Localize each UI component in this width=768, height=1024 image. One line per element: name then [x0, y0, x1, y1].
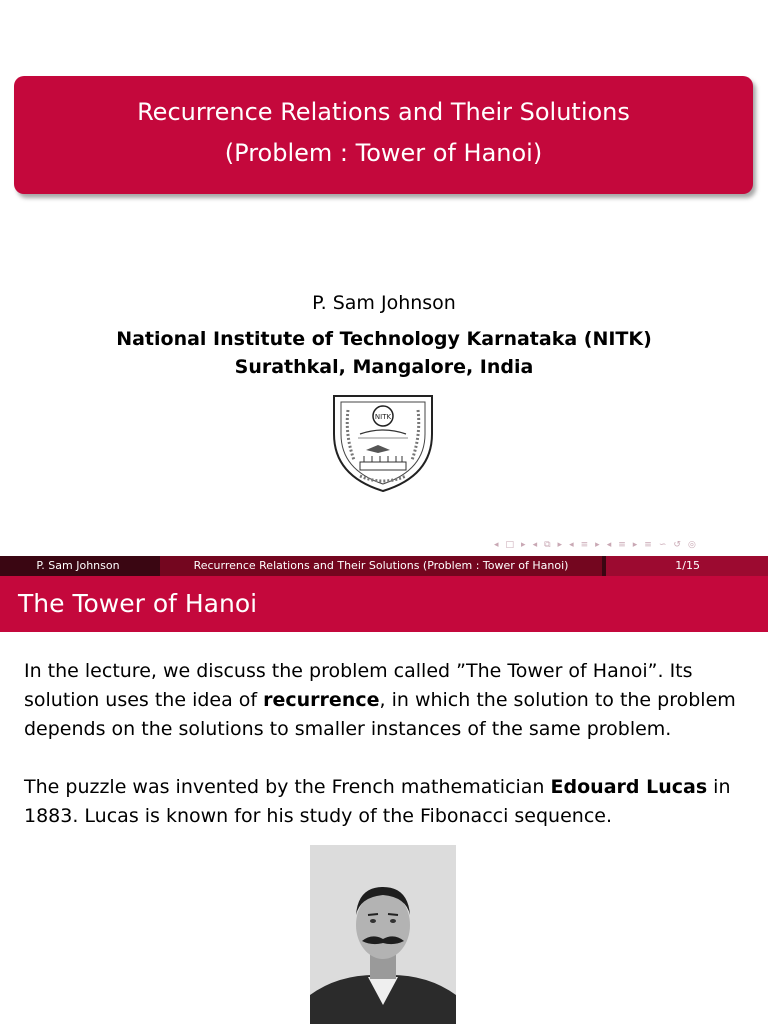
paragraph-lucas	[24, 773, 754, 831]
nav-zoom-icon[interactable]: ◎	[687, 540, 696, 550]
nav-next-icon[interactable]: ▸	[632, 540, 638, 550]
nav-prev-icon[interactable]: ◂	[606, 540, 612, 550]
paragraph-intro-text-end: , in which the solution to the problem depends on the solutions to smaller instances of the same problem.	[24, 689, 736, 740]
slide-title-line2: (Problem : Tower of Hanoi)	[224, 139, 543, 167]
nav-frame-icon[interactable]: □	[505, 540, 515, 550]
beamer-navigation	[494, 538, 764, 552]
footer-page-number: 1/15	[675, 559, 700, 572]
nav-next-icon[interactable]: ▸	[557, 540, 563, 550]
institution-name: National Institute of Technology Karnataka (NITK)	[116, 328, 652, 350]
nav-next-icon[interactable]: ▸	[521, 540, 526, 550]
nav-back-icon[interactable]: ↺	[673, 540, 681, 550]
nav-next-icon[interactable]: ▸	[595, 540, 600, 550]
nitk-logo	[330, 390, 436, 494]
paragraph-intro-text: In the lecture, we discuss the problem called ”The Tower of Hanoi”. Its solution uses the idea of	[24, 660, 693, 711]
nav-prev-icon[interactable]: ◂	[494, 540, 499, 550]
paragraph-intro	[24, 657, 754, 744]
logo-text: NITK	[374, 413, 392, 421]
slide-title-line1: Recurrence Relations and Their Solutions	[137, 98, 630, 126]
nav-appendix-icon[interactable]: ≡	[644, 540, 652, 550]
paragraph-lucas-text-end: in 1883. Lucas is known for his study of the Fibonacci sequence.	[24, 776, 731, 827]
nav-search-icon[interactable]: ∽	[658, 540, 667, 550]
nav-section-icon[interactable]: ≡	[580, 540, 589, 550]
nav-prev-icon[interactable]: ◂	[532, 540, 538, 550]
institution-location: Surathkal, Mangalore, India	[234, 356, 534, 378]
nav-subsection-icon[interactable]: ⧉	[544, 540, 551, 550]
nav-prev-icon[interactable]: ◂	[569, 540, 574, 550]
author-name: P. Sam Johnson	[312, 292, 456, 314]
title-box	[14, 76, 753, 194]
footer-title: Recurrence Relations and Their Solutions (Problem : Tower of Hanoi)	[160, 556, 602, 576]
footer-page-box	[606, 556, 768, 576]
frame-title-bar	[0, 576, 768, 632]
paragraph-lucas-text: The puzzle was invented by the French mathematician	[24, 776, 551, 798]
portrait-edouard-lucas	[310, 845, 456, 1024]
footline	[0, 556, 768, 576]
nav-document-icon[interactable]: ≡	[618, 540, 626, 550]
portrait-image	[310, 845, 456, 1024]
keyword-recurrence: recurrence	[263, 689, 380, 711]
name-edouard-lucas: Edouard Lucas	[550, 776, 708, 798]
frame-title: The Tower of Hanoi	[18, 589, 258, 618]
footer-author: P. Sam Johnson	[0, 556, 156, 576]
